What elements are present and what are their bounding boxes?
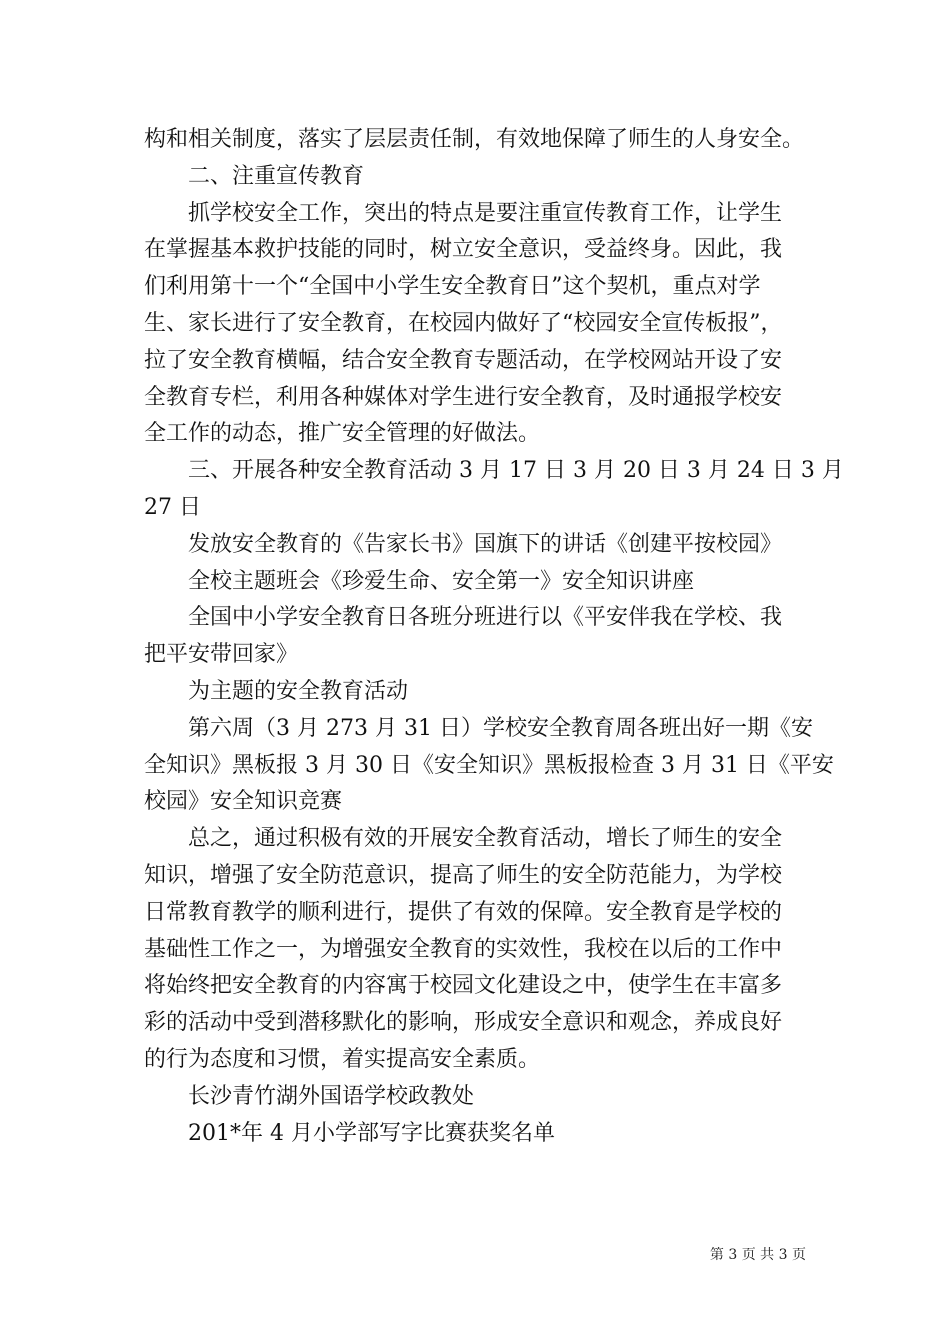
text-line: 全国中小学安全教育日各班分班进行以《平安伴我在学校、我 xyxy=(188,605,783,631)
text-line: 201*年 4 月小学部写字比赛获奖名单 xyxy=(188,1120,555,1146)
text-line: 全校主题班会《珍爱生命、安全第一》安全知识讲座 xyxy=(188,568,695,594)
text-line: 在掌握基本救护技能的同时，树立安全意识，受益终身。因此，我 xyxy=(144,237,783,263)
text-line: 彩的活动中受到潜移默化的影响，形成安全意识和观念，养成良好 xyxy=(144,1010,783,1036)
text-line: 三、开展各种安全教育活动 3 月 17 日 3 月 20 日 3 月 24 日 3 月 xyxy=(188,458,844,484)
text-line: 总之，通过积极有效的开展安全教育活动，增长了师生的安全 xyxy=(188,826,783,852)
page-number-footer: 第 3 页 共 3 页 xyxy=(709,1247,806,1263)
text-line: 全知识》黑板报 3 月 30 日《安全知识》黑板报检查 3 月 31 日《平安 xyxy=(144,752,834,778)
text-line: 为主题的安全教育活动 xyxy=(188,678,409,704)
text-line: 知识，增强了安全防范意识，提高了师生的安全防范能力，为学校 xyxy=(144,862,783,888)
text-line: 拉了安全教育横幅，结合安全教育专题活动，在学校网站开设了安 xyxy=(144,347,783,373)
text-line: 发放安全教育的《告家长书》国旗下的讲话《创建平按校园》 xyxy=(188,531,783,557)
text-line: 长沙青竹湖外国语学校政教处 xyxy=(188,1083,475,1109)
text-line: 全教育专栏，利用各种媒体对学生进行安全教育，及时通报学校安 xyxy=(144,384,783,410)
text-line: 构和相关制度，落实了层层责任制，有效地保障了师生的人身安全。 xyxy=(144,127,805,152)
text-line: 二、注重宣传教育 xyxy=(188,163,365,189)
text-line: 将始终把安全教育的内容寓于校园文化建设之中，使学生在丰富多 xyxy=(144,973,783,999)
text-line: 生、家长进行了安全教育，在校园内做好了“校园安全宣传板报”， xyxy=(144,310,783,336)
text-line: 把平安带回家》 xyxy=(144,642,299,668)
text-line: 27 日 xyxy=(144,494,201,520)
text-line: 第六周（3 月 273 月 31 日）学校安全教育周各班出好一期《安 xyxy=(188,715,813,741)
text-line: 全工作的动态，推广安全管理的好做法。 xyxy=(144,421,541,447)
text-line: 基础性工作之一，为增强安全教育的实效性，我校在以后的工作中 xyxy=(144,936,783,962)
text-line: 校园》安全知识竞赛 xyxy=(144,789,343,815)
text-line: 们利用第十一个“全国中小学生安全教育日”这个契机，重点对学 xyxy=(144,274,761,300)
text-line: 的行为态度和习惯，着实提高安全素质。 xyxy=(144,1046,541,1072)
text-line: 抓学校安全工作，突出的特点是要注重宣传教育工作，让学生 xyxy=(188,200,783,226)
text-line: 日常教育教学的顺利进行，提供了有效的保障。安全教育是学校的 xyxy=(144,899,783,925)
document-body xyxy=(144,122,844,1152)
